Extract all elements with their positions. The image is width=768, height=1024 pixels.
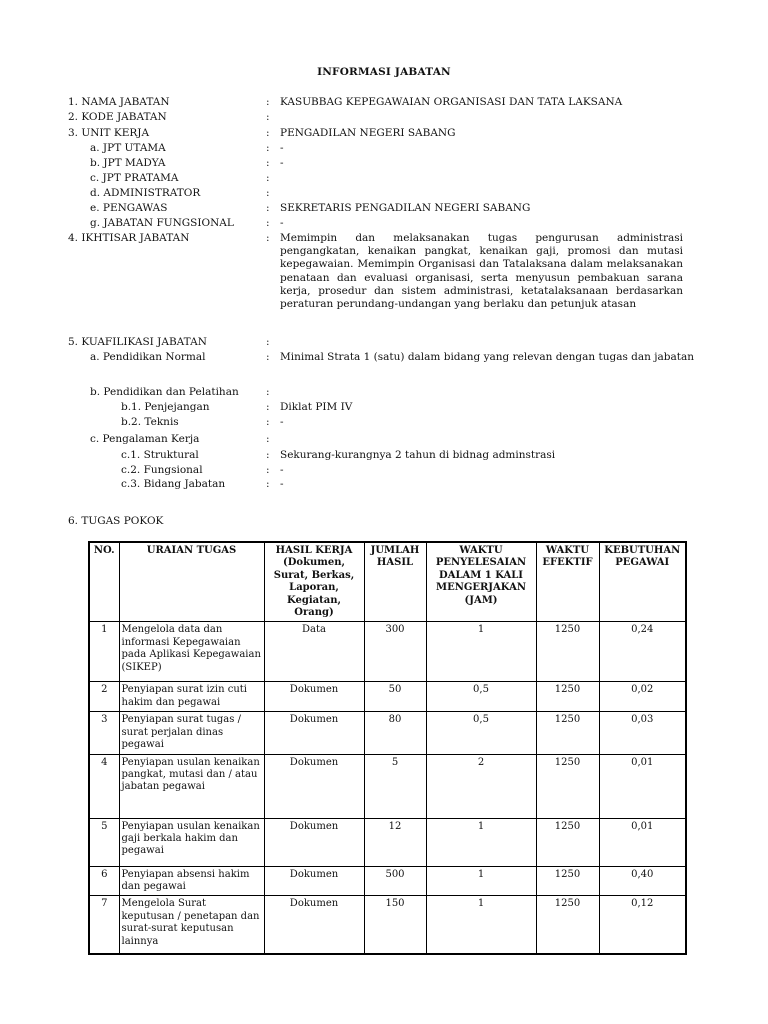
- field-colon: :: [266, 336, 270, 348]
- cell-uraian: Penyiapan absensi hakim dan pegawai: [119, 866, 264, 896]
- field-label: 5. KUAFILIKASI JABATAN: [68, 336, 207, 348]
- field-value: -: [280, 157, 284, 169]
- header-waktu-penyelesaian: WAKTU PENYELESAIAN DALAM 1 KALI MENGERJAKAN (JAM): [426, 542, 536, 622]
- header-uraian: URAIAN TUGAS: [119, 542, 264, 622]
- field-colon: :: [266, 464, 270, 476]
- field-label: 4. IKHTISAR JABATAN: [68, 232, 190, 244]
- field-colon: :: [266, 351, 270, 363]
- cell-no: 4: [89, 754, 119, 818]
- field-value: -: [280, 478, 284, 490]
- field-value: Diklat PIM IV: [280, 401, 353, 413]
- cell-hasil: Dokumen: [264, 866, 364, 896]
- header-jumlah: JUMLAH HASIL: [364, 542, 426, 622]
- cell-uraian: Mengelola data dan informasi Kepegawaian pada Aplikasi Kepegawaian (SIKEP): [119, 622, 264, 682]
- table-row: [89, 866, 686, 896]
- cell-jumlah: 300: [364, 622, 426, 682]
- cell-hasil: Dokumen: [264, 896, 364, 954]
- cell-waktu: 2: [426, 754, 536, 818]
- page-title: INFORMASI JABATAN: [317, 66, 451, 78]
- field-label: c. Pengalaman Kerja: [90, 433, 200, 445]
- field-label: g. JABATAN FUNGSIONAL: [90, 217, 234, 229]
- table-header-row: [89, 542, 686, 622]
- field-label: c.1. Struktural: [121, 449, 199, 461]
- cell-waktu: 1: [426, 622, 536, 682]
- cell-kebutuhan: 0,40: [599, 866, 686, 896]
- table-row: [89, 818, 686, 866]
- field-colon: :: [266, 96, 270, 108]
- cell-no: 1: [89, 622, 119, 682]
- cell-kebutuhan: 0,03: [599, 712, 686, 754]
- tugas-pokok-heading: 6. TUGAS POKOK: [68, 515, 164, 527]
- table-row: [89, 896, 686, 954]
- cell-waktu: 0,5: [426, 682, 536, 712]
- cell-uraian: Mengelola Surat keputusan / penetapan dan surat-surat keputusan lainnya: [119, 896, 264, 954]
- field-label: b. Pendidikan dan Pelatihan: [90, 386, 239, 398]
- header-no: NO.: [89, 542, 119, 622]
- field-label: 1. NAMA JABATAN: [68, 96, 170, 108]
- header-hasil: HASIL KERJA (Dokumen, Surat, Berkas, Laporan, Kegiatan, Orang): [264, 542, 364, 622]
- cell-uraian: Penyiapan surat tugas / surat perjalan dinas pegawai: [119, 712, 264, 754]
- cell-kebutuhan: 0,01: [599, 754, 686, 818]
- field-colon: :: [266, 142, 270, 154]
- field-label: b. JPT MADYA: [90, 157, 166, 169]
- cell-jumlah: 12: [364, 818, 426, 866]
- field-value: -: [280, 142, 284, 154]
- field-label: c.3. Bidang Jabatan: [121, 478, 226, 490]
- cell-efektif: 1250: [536, 712, 599, 754]
- field-colon: :: [266, 202, 270, 214]
- cell-jumlah: 150: [364, 896, 426, 954]
- cell-uraian: Penyiapan surat izin cuti hakim dan pegawai: [119, 682, 264, 712]
- field-colon: :: [266, 127, 270, 139]
- cell-waktu: 1: [426, 896, 536, 954]
- cell-kebutuhan: 0,01: [599, 818, 686, 866]
- table-row: [89, 682, 686, 712]
- field-label: c.2. Fungsional: [121, 464, 203, 476]
- cell-no: 6: [89, 866, 119, 896]
- cell-efektif: 1250: [536, 682, 599, 712]
- field-label: a. JPT UTAMA: [90, 142, 166, 154]
- cell-efektif: 1250: [536, 754, 599, 818]
- header-waktu-efektif: WAKTU EFEKTIF: [536, 542, 599, 622]
- cell-kebutuhan: 0,24: [599, 622, 686, 682]
- field-colon: :: [266, 416, 270, 428]
- table-row: [89, 622, 686, 682]
- field-colon: :: [266, 401, 270, 413]
- field-label: 3. UNIT KERJA: [68, 127, 150, 139]
- cell-efektif: 1250: [536, 818, 599, 866]
- cell-hasil: Data: [264, 622, 364, 682]
- tugas-pokok-table: [88, 541, 687, 955]
- cell-efektif: 1250: [536, 622, 599, 682]
- field-colon: :: [266, 433, 270, 445]
- table-row: [89, 712, 686, 754]
- cell-efektif: 1250: [536, 896, 599, 954]
- field-label: d. ADMINISTRATOR: [90, 187, 201, 199]
- cell-hasil: Dokumen: [264, 712, 364, 754]
- field-value: Minimal Strata 1 (satu) dalam bidang yang relevan dengan tugas dan jabatan: [280, 351, 695, 363]
- field-label: c. JPT PRATAMA: [90, 172, 179, 184]
- cell-jumlah: 5: [364, 754, 426, 818]
- field-colon: :: [266, 232, 270, 244]
- field-value: -: [280, 464, 284, 476]
- header-kebutuhan: KEBUTUHAN PEGAWAI: [599, 542, 686, 622]
- cell-hasil: Dokumen: [264, 682, 364, 712]
- cell-uraian: Penyiapan usulan kenaikan pangkat, mutasi dan / atau jabatan pegawai: [119, 754, 264, 818]
- cell-waktu: 1: [426, 818, 536, 866]
- field-value: Sekurang-kurangnya 2 tahun di bidnag adminstrasi: [280, 449, 556, 461]
- field-value: KASUBBAG KEPEGAWAIAN ORGANISASI DAN TATA LAKSANA: [280, 96, 623, 108]
- field-value: -: [280, 416, 284, 428]
- cell-uraian: Penyiapan usulan kenaikan gaji berkala hakim dan pegawai: [119, 818, 264, 866]
- table-row: [89, 754, 686, 818]
- cell-jumlah: 500: [364, 866, 426, 896]
- field-colon: :: [266, 172, 270, 184]
- cell-waktu: 0,5: [426, 712, 536, 754]
- field-colon: :: [266, 217, 270, 229]
- cell-efektif: 1250: [536, 866, 599, 896]
- field-colon: :: [266, 478, 270, 490]
- cell-waktu: 1: [426, 866, 536, 896]
- field-label: 2. KODE JABATAN: [68, 111, 167, 123]
- cell-hasil: Dokumen: [264, 818, 364, 866]
- field-label: a. Pendidikan Normal: [90, 351, 206, 363]
- ikhtisar-paragraph: Memimpin dan melaksanakan tugas pengurusan administrasi pengangkatan, kenaikan pangkat, kenaikan gaji, promosi dan mutasi kepegawaian. Memimpin Organisasi dan Tatalaksana dalam melaksanakan penataan dan evaluasi organisasi, serta menyusun pembakuan sarana kerja, prosedur dan sistem administrasi, ketatalaksanaan berdasarkan peraturan perundang-undangan yang berlaku dan petunjuk atasan: [280, 232, 683, 311]
- cell-jumlah: 50: [364, 682, 426, 712]
- field-colon: :: [266, 386, 270, 398]
- field-value: PENGADILAN NEGERI SABANG: [280, 127, 456, 139]
- field-colon: :: [266, 111, 270, 123]
- cell-no: 2: [89, 682, 119, 712]
- field-label: b.1. Penjejangan: [121, 401, 210, 413]
- field-colon: :: [266, 157, 270, 169]
- cell-kebutuhan: 0,12: [599, 896, 686, 954]
- cell-hasil: Dokumen: [264, 754, 364, 818]
- cell-no: 7: [89, 896, 119, 954]
- field-label: b.2. Teknis: [121, 416, 179, 428]
- field-colon: :: [266, 449, 270, 461]
- field-value: -: [280, 217, 284, 229]
- field-label: e. PENGAWAS: [90, 202, 168, 214]
- cell-kebutuhan: 0,02: [599, 682, 686, 712]
- field-value: SEKRETARIS PENGADILAN NEGERI SABANG: [280, 202, 531, 214]
- cell-jumlah: 80: [364, 712, 426, 754]
- cell-no: 3: [89, 712, 119, 754]
- cell-no: 5: [89, 818, 119, 866]
- field-colon: :: [266, 187, 270, 199]
